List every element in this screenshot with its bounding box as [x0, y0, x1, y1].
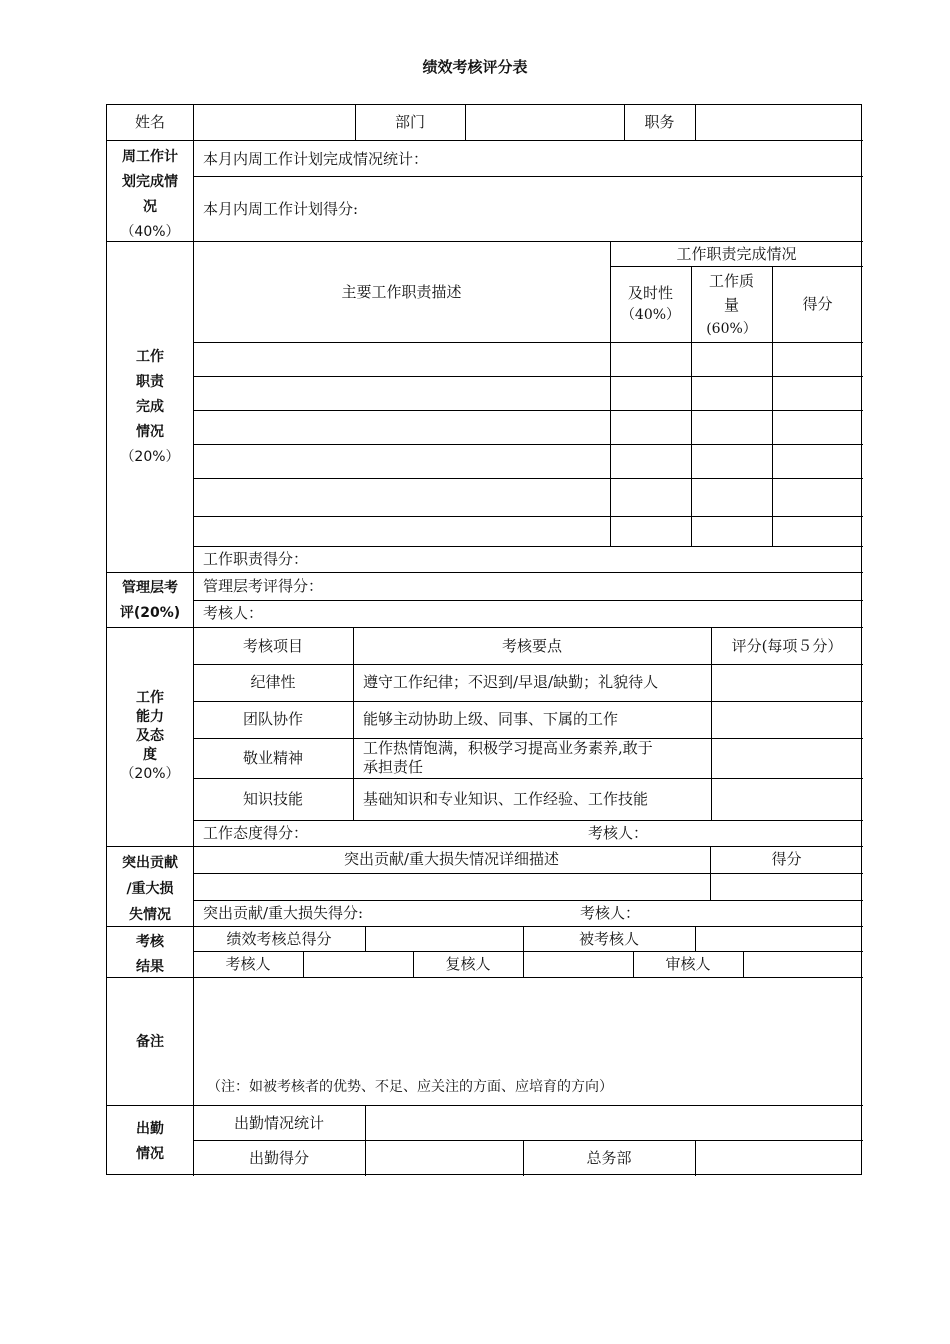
- name-label: 姓名: [134, 113, 165, 131]
- appraisal-form-table: [106, 104, 862, 1175]
- ability-item-header: 考核项目: [242, 637, 303, 655]
- rule: [610, 266, 863, 267]
- approver-label: 审核人: [665, 955, 711, 973]
- attendance-section-label: 出勤 情况: [136, 1121, 164, 1162]
- ability-score-field-knowledge[interactable]: [712, 779, 863, 820]
- ability-item-knowledge: 知识技能: [242, 790, 303, 808]
- rule: [107, 241, 863, 242]
- contribution-score-field[interactable]: [711, 874, 863, 900]
- contribution-score-header: 得分: [771, 850, 802, 868]
- name-field[interactable]: [194, 105, 355, 140]
- ability-points-teamwork: 能够主动协助上级、同事、下属的工作: [363, 710, 619, 728]
- approver-field[interactable]: [744, 952, 863, 977]
- attendance-score-label: 出勤得分: [248, 1149, 309, 1167]
- weekly-plan-stats-label: 本月内周工作计划完成情况统计：: [203, 150, 429, 168]
- weekly-plan-score-label: 本月内周工作计划得分:: [203, 200, 359, 218]
- result-reviewer-label: 考核人: [225, 955, 271, 973]
- ability-points-knowledge: 基础知识和专业知识、工作经验、工作技能: [363, 790, 649, 808]
- ability-score-field-dedication[interactable]: [712, 739, 863, 778]
- assessee-field[interactable]: [696, 927, 863, 951]
- rule: [193, 900, 863, 901]
- general-affairs-field[interactable]: [696, 1141, 863, 1176]
- ability-section-label: 工作 能力 及态 度 （20%）: [120, 690, 180, 782]
- weekly-plan-section-label: 周工作计 划完成情 况 （40%）: [120, 149, 180, 240]
- duty-score-header: 得分: [802, 295, 833, 313]
- result-section-label: 考核 结果: [136, 934, 164, 975]
- ability-item-dedication: 敬业精神: [242, 749, 303, 767]
- attitude-reviewer-label: 考核人：: [588, 824, 649, 842]
- total-score-field[interactable]: [366, 927, 523, 951]
- rechecker-field[interactable]: [524, 952, 633, 977]
- attendance-score-field[interactable]: [366, 1141, 523, 1176]
- ability-score-field-discipline[interactable]: [712, 665, 863, 701]
- ability-points-discipline: 遵守工作纪律；不迟到/早退/缺勤；礼貌待人: [363, 673, 659, 691]
- rule: [193, 516, 863, 517]
- attendance-stats-label: 出勤情况统计: [233, 1114, 324, 1132]
- management-score-label: 管理层考评得分：: [203, 577, 324, 595]
- department-field[interactable]: [466, 105, 624, 140]
- general-affairs-label: 总务部: [586, 1149, 632, 1167]
- result-reviewer-field[interactable]: [304, 952, 413, 977]
- attendance-stats-field[interactable]: [366, 1106, 863, 1140]
- total-score-label: 绩效考核总得分: [226, 930, 332, 948]
- ability-points-header: 考核要点: [501, 637, 562, 655]
- rule: [193, 176, 863, 177]
- rule: [193, 478, 863, 479]
- rule: [193, 600, 863, 601]
- rule: [107, 140, 863, 141]
- attitude-score-label: 工作态度得分：: [203, 824, 309, 842]
- assessee-label: 被考核人: [578, 930, 639, 948]
- duty-completion-group-header: 工作职责完成情况: [676, 245, 797, 263]
- quality-header: 工作质 量 (60%）: [706, 272, 757, 337]
- ability-item-teamwork: 团队协作: [242, 710, 303, 728]
- ability-item-discipline: 纪律性: [250, 673, 296, 691]
- department-label: 部门: [394, 113, 425, 131]
- contribution-section-label: 突出贡献 /重大损 失情况: [122, 855, 178, 923]
- contribution-score-label: 突出贡献/重大损失得分:: [203, 904, 364, 922]
- ability-score-header: 评分(每项５分）: [731, 637, 843, 655]
- rule: [193, 342, 863, 343]
- rule: [107, 572, 863, 573]
- form-title: 绩效考核评分表: [422, 58, 528, 76]
- ability-points-dedication: 工作热情饱满，积极学习提高业务素养,敢于 承担责任: [363, 739, 653, 776]
- duty-score-label: 工作职责得分：: [203, 550, 309, 568]
- contribution-description-field[interactable]: [194, 874, 710, 900]
- management-section-label: 管理层考 评(20%): [119, 580, 181, 621]
- contribution-reviewer-label: 考核人：: [580, 904, 641, 922]
- rule: [193, 410, 863, 411]
- management-reviewer-label: 考核人：: [203, 604, 264, 622]
- position-field[interactable]: [696, 105, 863, 140]
- rule: [193, 444, 863, 445]
- rule: [193, 376, 863, 377]
- notes-hint: （注：如被考核者的优势、不足、应关注的方面、应培育的方向）: [207, 1079, 613, 1095]
- contribution-description-header: 突出贡献/重大损失情况详细描述: [343, 850, 560, 868]
- ability-score-field-teamwork[interactable]: [712, 702, 863, 738]
- notes-section-label: 备注: [136, 1034, 164, 1050]
- position-label: 职务: [644, 113, 675, 131]
- rule: [193, 546, 863, 547]
- rule: [107, 846, 863, 847]
- duty-description-header: 主要工作职责描述: [341, 283, 462, 301]
- rechecker-label: 复核人: [445, 955, 491, 973]
- timeliness-header: 及时性 （40%）: [620, 284, 681, 323]
- duty-section-label: 工作 职责 完成 情况 （20%）: [120, 349, 180, 465]
- rule: [193, 820, 863, 821]
- rule: [107, 627, 863, 628]
